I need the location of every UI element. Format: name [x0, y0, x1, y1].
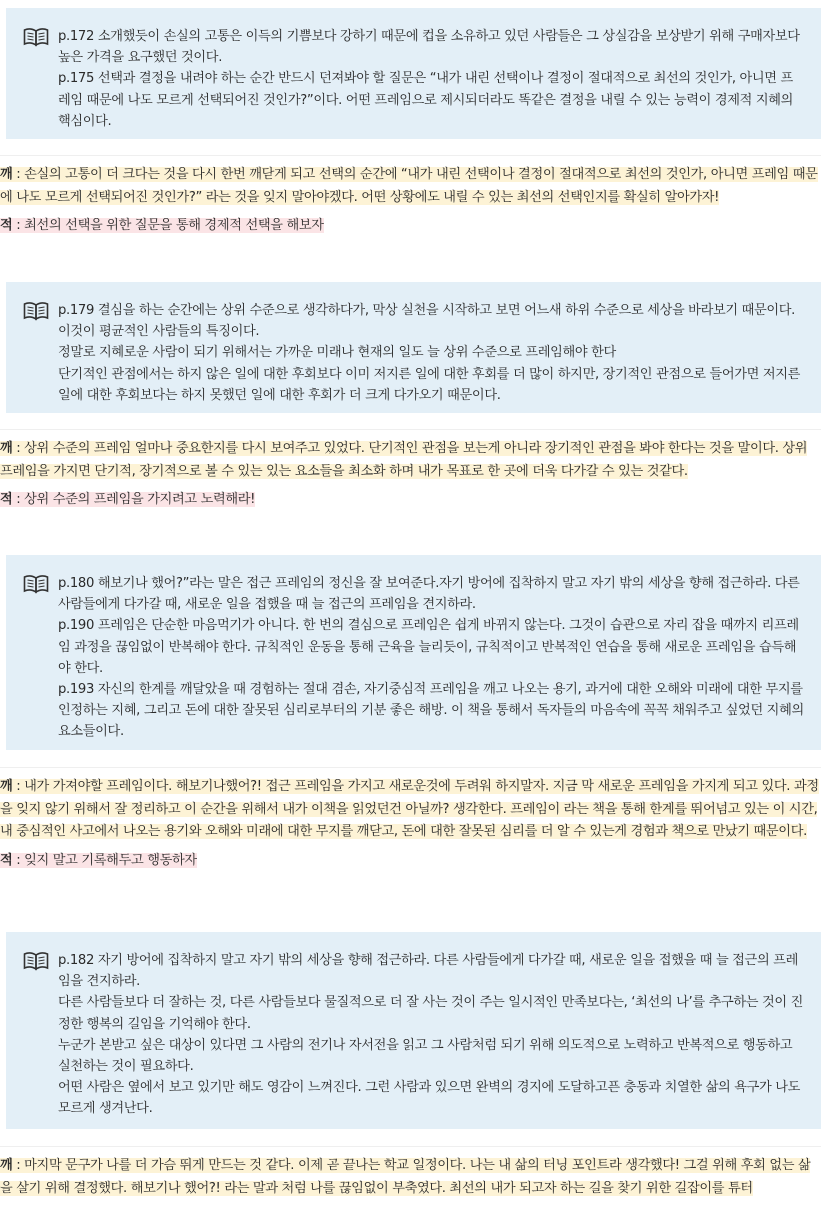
quote-line: p.182 자기 방어에 집착하지 말고 자기 밖의 세상을 향해 접근하라. 다른 사람들에게 다가갈 때, 새로운 일을 접했을 때 늘 접근의 프레임을 견지하라. [58, 953, 798, 990]
quote-text [58, 950, 805, 1120]
quote-text [58, 26, 805, 132]
reflection-block [0, 1146, 821, 1200]
insight-text: : 내가 가져야할 프레임이다. 해보기나했어?! 접근 프레임을 가지고 새로운것에 두려워 하지말자. 지금 막 새로운 프레임을 가지게 되고 있다. 과정을 잊지 않기 위해서 잘 정리하고 이 순간을 위해서 내가 이책을 읽었던건 아닐까? 생각한다. 프레임이 라는 책을 통해 한계를 뛰어넘고 있는 이 시간, 내 중심적인 사고에서 나오는 용기와 오해와 미래에 대한 무지를 깨닫고, 돈에 대한 잘못된 심리를 더 알 수 있는게 경험과 책으로 만났기 때문이다. [0, 779, 819, 839]
quote-line: 누군가 본받고 싶은 대상이 있다면 그 사람의 전기나 자서전을 읽고 그 사람처럼 되기 위해 의도적으로 노력하고 반복적으로 행동하고 실천하는 것이 필요하다. [58, 1037, 793, 1075]
quote-line: 단기적인 관점에서는 하지 않은 일에 대한 후회보다 이미 저지른 일에 대한 후회를 더 많이 하지만, 장기적인 관점으로 들어가면 저지른 일에 대한 후회보다는 하지 못했던 일에 대한 후회가 더 크게 다가오기 때문이다. [58, 366, 801, 403]
quote-line: 정말로 지혜로운 사람이 되기 위해서는 가까운 미래나 현재의 일도 늘 상위 수준으로 프레임해야 한다 [58, 345, 616, 361]
insight-label: 깨 [0, 167, 13, 182]
action-line [0, 489, 821, 512]
action-text: : 잊지 말고 기록해두고 행동하자 [12, 852, 197, 868]
action-label: 적 [0, 852, 13, 868]
open-book-icon [23, 951, 49, 971]
quote-text [58, 300, 805, 406]
quote-line: p.172 소개했듯이 손실의 고통은 이득의 기쁨보다 강하기 때문에 컵을 소유하고 있던 사람들은 그 상실감을 보상받기 위해 구매자보다 높은 가격을 요구했던 것이다. [58, 29, 800, 66]
reflection-block [0, 429, 821, 512]
insight-label: 깨 [0, 441, 13, 456]
quote-block [6, 932, 821, 1129]
action-text: : 최선의 선택을 위한 질문을 통해 경제적 선택을 해보자 [12, 218, 324, 233]
quote-block [6, 282, 821, 413]
reflection-block [0, 155, 821, 238]
insight-line [0, 1155, 821, 1200]
quote-text [58, 573, 805, 743]
quote-line: p.193 자신의 한계를 깨달았을 때 경험하는 절대 겸손, 자기중심적 프레임을 깨고 나오는 용기, 과거에 대한 오해와 미래에 대한 무지를 인정하는 지혜, 그리고 돈에 대한 잘못된 심리로부터의 기분 좋은 해방. 이 책을 통해서 독자들의 마음속에 꼭꼭 채워주고 싶었던 지혜의 요소들이다. [58, 682, 804, 740]
quote-line: 어떤 사람은 옆에서 보고 있기만 해도 영감이 느껴진다. 그런 사람과 있으면 완벽의 경지에 도달하고픈 충동과 치열한 삶의 욕구가 나도 모르게 생겨난다. [58, 1080, 801, 1117]
insight-line [0, 438, 821, 483]
action-label: 적 [0, 492, 13, 507]
quote-line: p.175 선택과 결정을 내려야 하는 순간 반드시 던져봐야 할 질문은 “내가 내린 선택이나 결정이 절대적으로 최선의 것인가, 아니면 프레임 때문에 나도 모르게 선택되어진 것인가?”이다. 어떤 프레임으로 제시되더라도 똑같은 결정을 내릴 수 있는 능력이 경제적 지혜의 핵심이다. [58, 71, 794, 129]
quote-line: 다른 사람들보다 더 잘하는 것, 다른 사람들보다 물질적으로 더 잘 사는 것이 주는 일시적인 만족보다는, ‘최선의 나’를 추구하는 것이 진정한 행복의 길임을 기억해야 한다. [58, 995, 803, 1032]
open-book-icon [23, 27, 49, 47]
action-label: 적 [0, 218, 13, 233]
quote-block [6, 8, 821, 139]
insight-text: : 손실의 고통이 더 크다는 것을 다시 한번 깨닫게 되고 선택의 순간에 “내가 내린 선택이나 결정이 절대적으로 최선의 것인가, 아니면 프레임 때문에 나도 모르게 선택되어진 것인가?” 라는 것을 잊지 말아야겠다. 어떤 상황에도 내릴 수 있는 최선의 선택인지를 확실히 알아가자! [0, 167, 818, 205]
action-text: : 상위 수준의 프레임을 가지려고 노력해라! [12, 492, 256, 507]
open-book-icon [23, 301, 49, 321]
insight-line [0, 776, 821, 844]
open-book-icon [23, 574, 49, 594]
reflection-block [0, 767, 821, 872]
insight-text: : 마지막 문구가 나를 더 가슴 뛰게 만드는 것 같다. 이제 곧 끝나는 학교 일정이다. 나는 내 삶의 터닝 포인트라 생각했다! 그걸 위해 후회 없는 삶을 살기 위해 결정했다. 해보기나 했어?! 라는 말과 처럼 나를 끊임없이 부축였다. 최선의 내가 되고자 하는 길을 찾기 위한 길잡이를 튜터 [0, 1158, 811, 1196]
insight-label: 깨 [0, 779, 13, 794]
action-line [0, 850, 821, 873]
action-line [0, 215, 821, 238]
quote-line: p.190 프레임은 단순한 마음먹기가 아니다. 한 번의 결심으로 프레임은 쉽게 바뀌지 않는다. 그것이 습관으로 자리 잡을 때까지 리프레임 과정을 끊임없이 반복해야 한다. 규칙적인 운동을 통해 근육을 늘리듯이, 규칙적이고 반복적인 연습을 통해 새로운 프레임을 습득해야 한다. [58, 618, 799, 676]
insight-text: : 상위 수준의 프레임 얼마나 중요한지를 다시 보여주고 있었다. 단기적인 관점을 보는게 아니라 장기적인 관점을 봐야 한다는 것을 말이다. 상위 프레임을 가지면 단기적, 장기적으로 볼 수 있는 있는 요소들을 최소화 하며 내가 목표로 한 곳에 더욱 다가갈 수 있는 것같다. [0, 441, 808, 479]
quote-block [6, 555, 821, 750]
insight-label: 깨 [0, 1158, 13, 1173]
quote-line: p.179 결심을 하는 순간에는 상위 수준으로 생각하다가, 막상 실천을 시작하고 보면 어느새 하위 수준으로 세상을 바라보기 때문이다. 이것이 평균적인 사람들의 특징이다. [58, 303, 795, 340]
quote-line: p.180 해보기나 했어?”라는 말은 접근 프레임의 정신을 잘 보여준다.자기 방어에 집착하지 말고 자기 밖의 세상을 향해 접근하라. 다른 사람들에게 다가갈 때, 새로운 일을 접했을 때 늘 접근의 프레임을 견지하라. [58, 576, 800, 613]
insight-line [0, 164, 821, 209]
